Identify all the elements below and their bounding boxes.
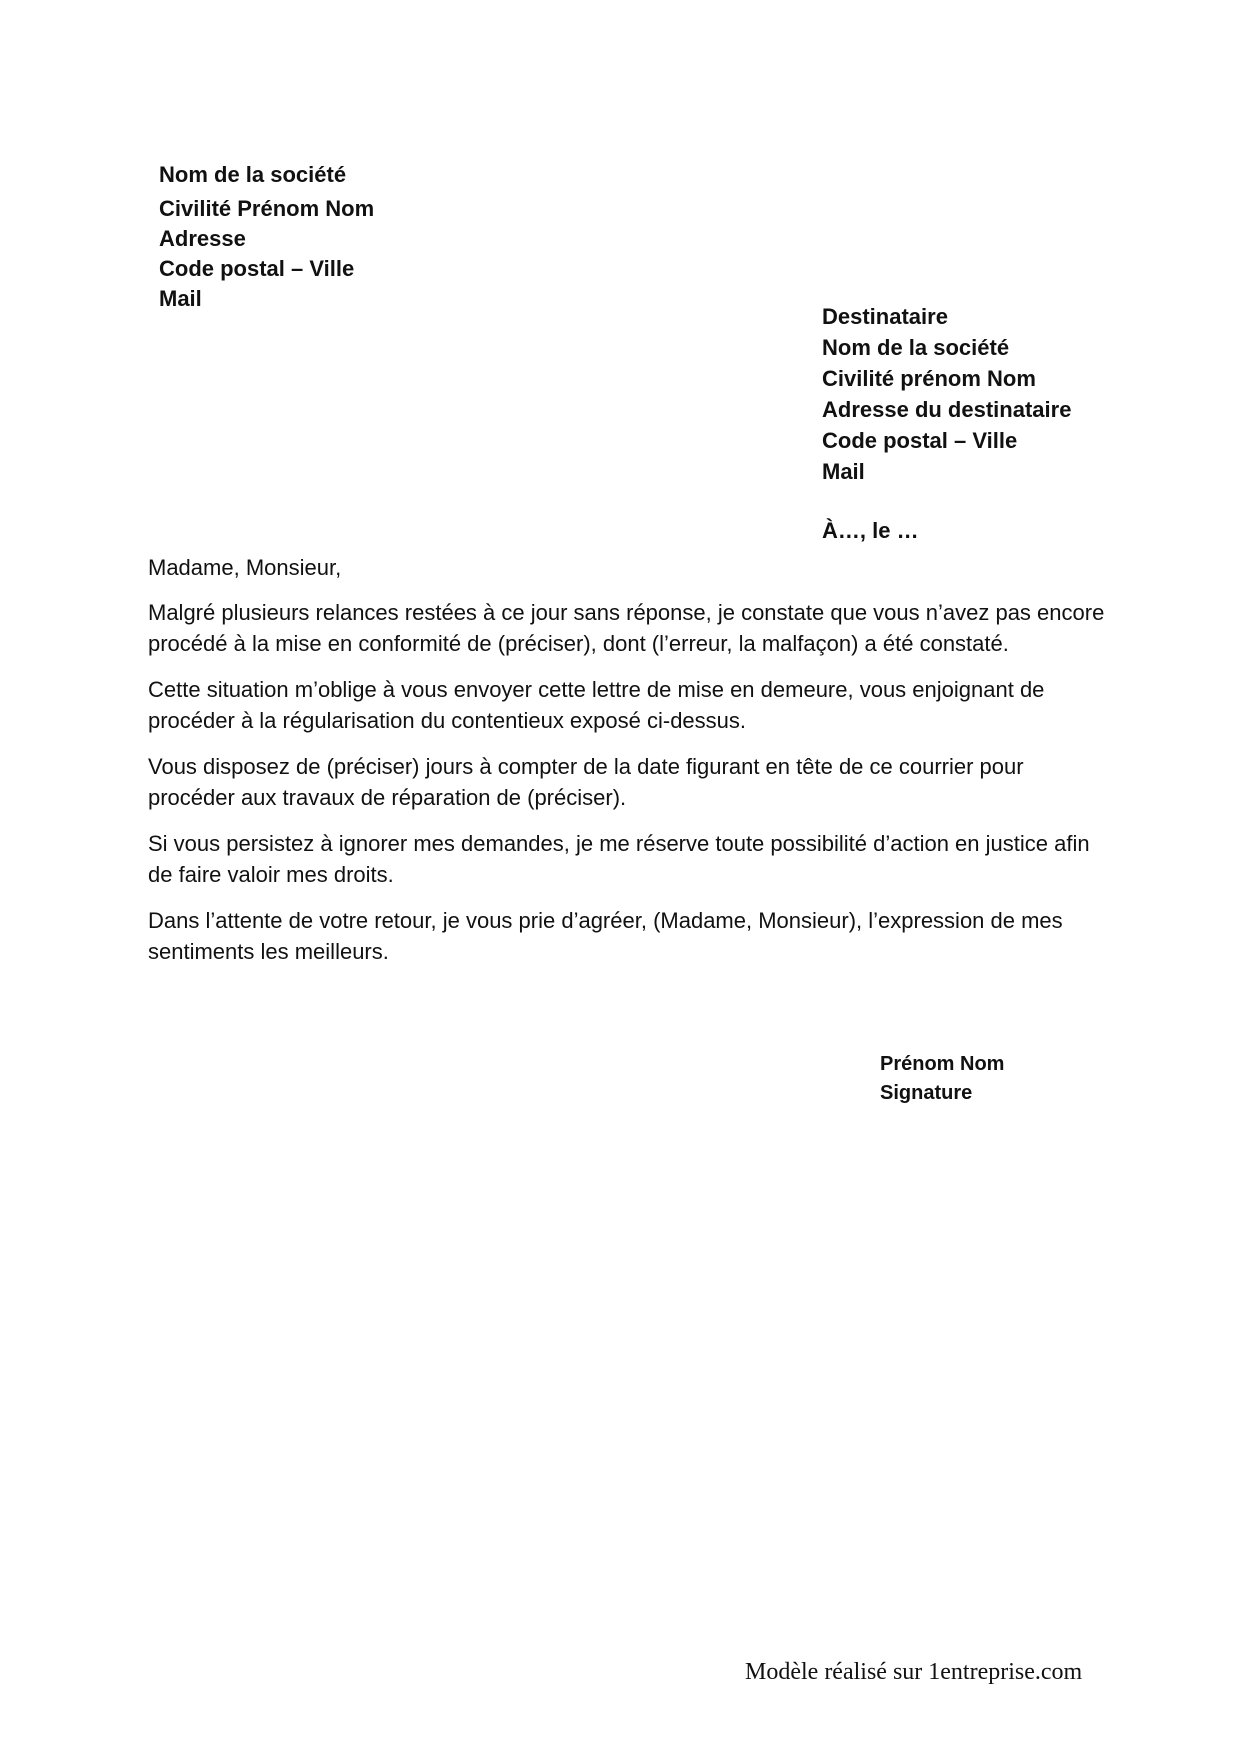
sender-address-block [159, 160, 374, 314]
sender-name: Civilité Prénom Nom [159, 196, 375, 221]
recipient-company: Nom de la société [822, 335, 1010, 360]
body-paragraph-2: Cette situation m’oblige à vous envoyer cette lettre de mise en demeure, vous enjoignant de procéder à la régularisation du contentieux exposé ci-dessus. [148, 677, 1045, 733]
footer-credit: Modèle réalisé sur 1entreprise.com [745, 1659, 1083, 1685]
body-paragraph-5: Dans l’attente de votre retour, je vous prie d’agréer, (Madame, Monsieur), l’expression de mes sentiments les meilleurs. [148, 908, 1063, 964]
recipient-name: Civilité prénom Nom [822, 366, 1036, 391]
sender-address: Adresse [159, 226, 246, 251]
recipient-address-block [822, 301, 1071, 487]
body-paragraph-4: Si vous persistez à ignorer mes demandes, je me réserve toute possibilité d’action en justice afin de faire valoir mes droits. [148, 831, 1090, 887]
signature-block [880, 1050, 1004, 1108]
body-paragraph-3: Vous disposez de (préciser) jours à compter de la date figurant en tête de ce courrier pour procéder aux travaux de réparation de (préciser). [148, 754, 1024, 810]
body-paragraph-1: Malgré plusieurs relances restées à ce jour sans réponse, je constate que vous n’avez pas encore procédé à la mise en conformité de (préciser), dont (l’erreur, la malfaçon) a été constaté. [148, 600, 1105, 656]
recipient-address: Adresse du destinataire [822, 397, 1072, 422]
sender-city: Code postal – Ville [159, 256, 355, 281]
signature-name: Prénom Nom [880, 1053, 1005, 1075]
sender-mail: Mail [159, 286, 202, 311]
recipient-city: Code postal – Ville [822, 428, 1018, 453]
recipient-heading: Destinataire [822, 304, 948, 329]
letter-body [148, 552, 1108, 982]
place-date-line: À…, le … [822, 518, 919, 543]
recipient-mail: Mail [822, 459, 865, 484]
sender-company: Nom de la société [159, 162, 347, 187]
signature-label: Signature [880, 1082, 973, 1104]
salutation: Madame, Monsieur, [148, 555, 342, 580]
